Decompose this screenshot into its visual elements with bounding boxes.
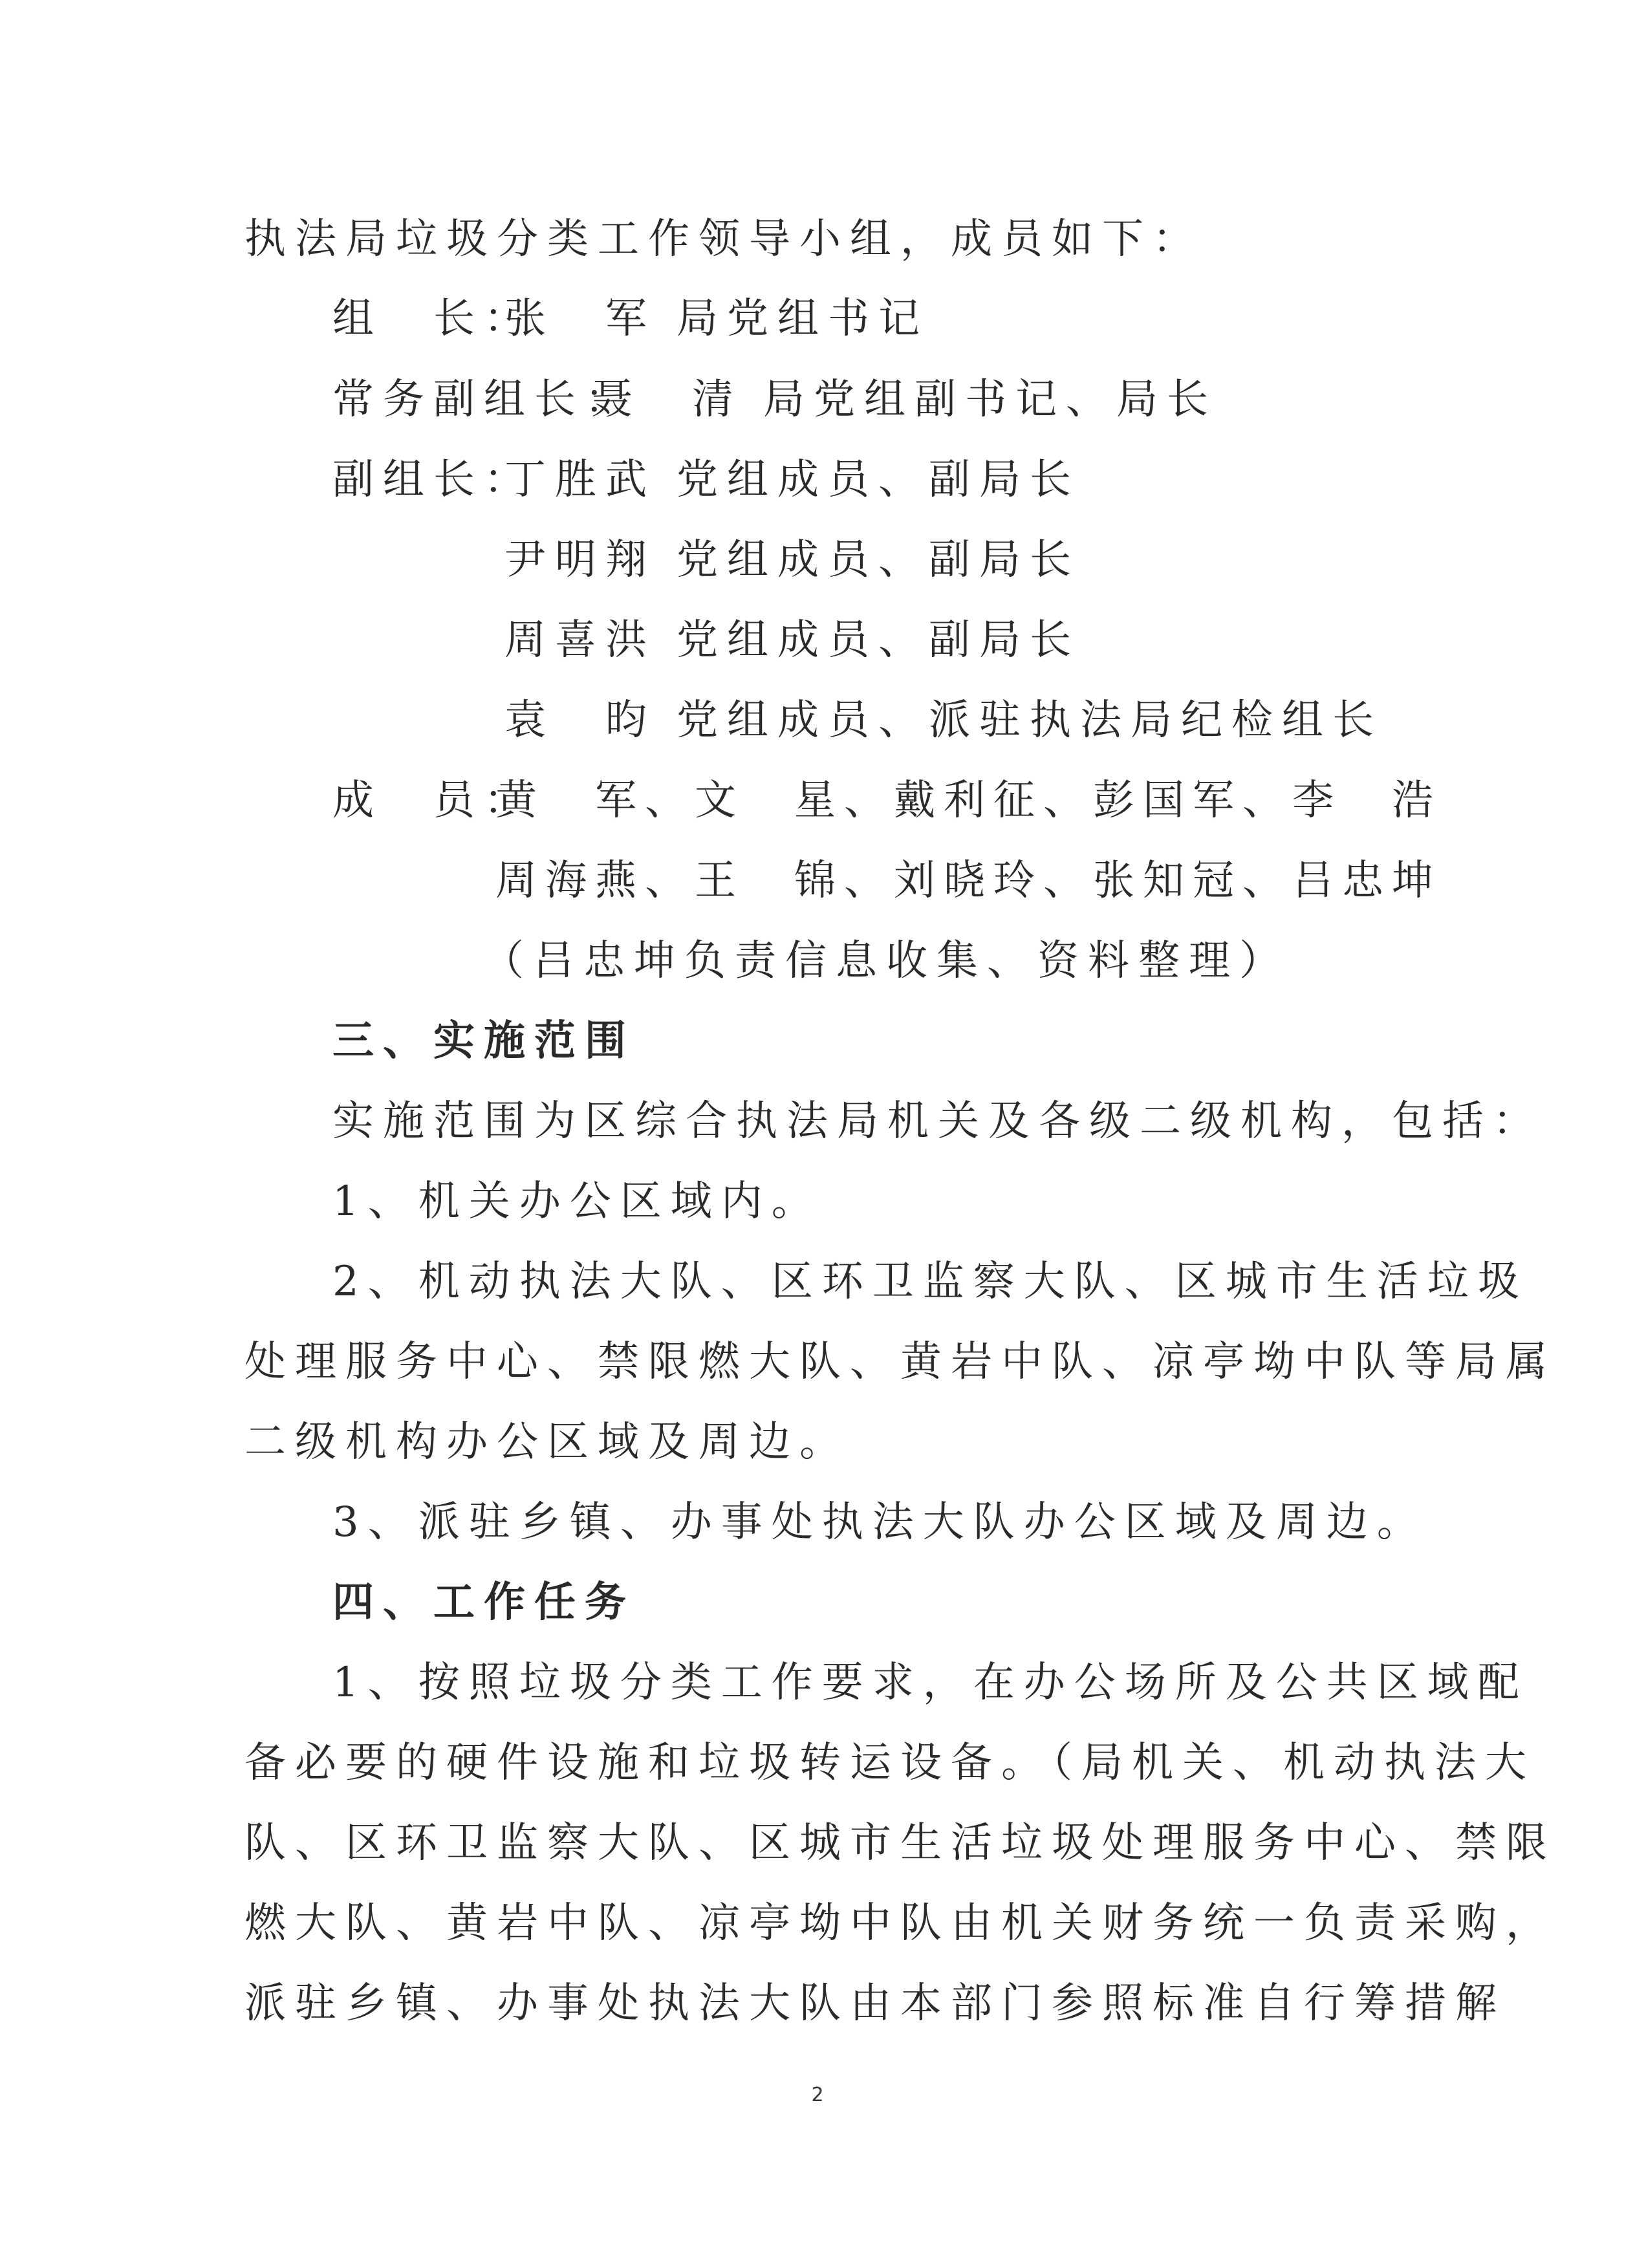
paragraph-line: 队、区环卫监察大队、区城市生活垃圾处理服务中心、禁限: [244, 1819, 1556, 1867]
paragraph-line: 1、机关办公区域内。: [332, 1178, 822, 1226]
section-heading: 四、工作任务: [332, 1578, 635, 1626]
deputy-name: 袁 昀: [504, 697, 656, 744]
paragraph-line: 备必要的硬件设施和垃圾转运设备。（局机关、机动执法大: [244, 1739, 1535, 1787]
paragraph-line: 实施范围为区综合执法局机关及各级二级机构，包括：: [332, 1097, 1543, 1145]
section-heading: 三、实施范围: [332, 1017, 635, 1065]
paragraph-line: 燃大队、黄岩中队、凉亭坳中队由机关财务统一负责采购，: [244, 1899, 1556, 1947]
members-line: 黄 军、文 星、戴利征、彭国军、李 浩: [495, 777, 1442, 825]
members-role: 成 员：: [332, 777, 534, 825]
deputy-name: 丁胜武: [504, 456, 656, 504]
members-note: （吕忠坤负责信息收集、资料整理）: [482, 937, 1290, 985]
paragraph-line: 1、按照垃圾分类工作要求，在办公场所及公共区域配: [332, 1659, 1528, 1707]
leader-name: 张 军: [504, 295, 656, 343]
leader-title: 局党组书记: [677, 295, 929, 343]
exec-deputy-title: 局党组副书记、局长: [763, 376, 1217, 424]
deputy-title: 党组成员、派驻执法局纪检组长: [677, 697, 1383, 744]
exec-deputy-name: 聂 清: [591, 376, 742, 424]
leader-role: 组 长：: [332, 295, 534, 343]
intro-line: 执法局垃圾分类工作领导小组，成员如下：: [244, 215, 1203, 263]
deputy-title: 党组成员、副局长: [677, 456, 1080, 504]
members-line: 周海燕、王 锦、刘晓玲、张知冠、吕忠坤: [495, 857, 1442, 905]
deputy-name: 尹明翔: [504, 536, 656, 584]
exec-deputy-role: 常务副组长：: [332, 376, 635, 424]
paragraph-line: 派驻乡镇、办事处执法大队由本部门参照标准自行筹措解: [244, 1980, 1506, 2027]
deputy-title: 党组成员、副局长: [677, 536, 1080, 584]
deputy-name: 周喜洪: [504, 616, 656, 664]
page-number: 2: [811, 2084, 824, 2106]
paragraph-line: 3、派驻乡镇、办事处执法大队办公区域及周边。: [332, 1498, 1427, 1546]
deputies-role: 副组长：: [332, 456, 534, 504]
paragraph-line: 2、机动执法大队、区环卫监察大队、区城市生活垃圾: [332, 1258, 1528, 1306]
paragraph-line: 二级机构办公区域及周边。: [244, 1418, 850, 1466]
paragraph-line: 处理服务中心、禁限燃大队、黄岩中队、凉亭坳中队等局属: [244, 1338, 1556, 1386]
deputy-title: 党组成员、副局长: [677, 616, 1080, 664]
